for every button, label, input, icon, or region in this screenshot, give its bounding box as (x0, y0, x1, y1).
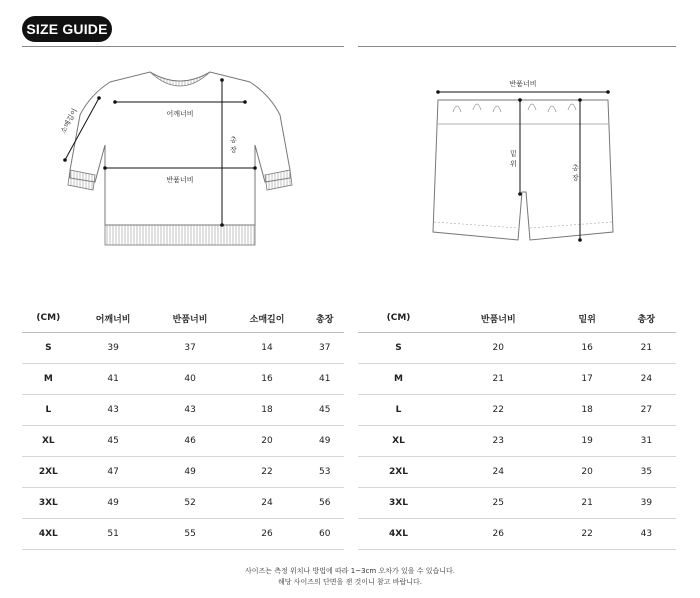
cell: 45 (319, 405, 331, 415)
size-label: M (394, 374, 403, 384)
cell: 43 (640, 529, 653, 539)
cell: 26 (261, 529, 273, 539)
cell: 19 (581, 436, 593, 446)
cell: 22 (492, 405, 504, 415)
table-row (22, 426, 344, 457)
cell: 20 (261, 436, 273, 446)
cell: 25 (492, 498, 504, 508)
cell: 26 (492, 529, 504, 539)
size-label: 3XL (389, 498, 408, 508)
table-row (358, 364, 676, 395)
size-guide-badge: SIZE GUIDE (22, 16, 112, 42)
table-row (22, 395, 344, 426)
cell: 18 (581, 405, 593, 415)
cell: 23 (492, 436, 504, 446)
table-header-row (22, 304, 344, 333)
table-row (358, 519, 676, 550)
top-length-label-2: 장 (230, 146, 237, 154)
cell: 35 (640, 467, 653, 477)
cell: 60 (319, 529, 331, 539)
table-header-row (358, 304, 676, 333)
cell: 55 (184, 529, 196, 539)
size-label: M (43, 374, 53, 384)
cell: 16 (261, 374, 273, 384)
footnote (0, 566, 700, 588)
size-label: L (395, 405, 402, 415)
cell: 49 (319, 436, 331, 446)
cell: 45 (107, 436, 119, 446)
cell: 22 (581, 529, 593, 539)
top-size-table (22, 304, 344, 550)
cell: 43 (184, 405, 196, 415)
unit-label: (CM) (386, 313, 411, 323)
cell: 18 (261, 405, 273, 415)
table-row (22, 488, 344, 519)
cell: 51 (107, 529, 119, 539)
table-row (358, 457, 676, 488)
table-row (22, 457, 344, 488)
cell: 52 (184, 498, 196, 508)
cell: 20 (581, 467, 593, 477)
divider-right (358, 46, 676, 47)
table-row (22, 364, 344, 395)
cell: 24 (640, 374, 653, 384)
size-label: 2XL (389, 467, 408, 477)
cell: 47 (107, 467, 119, 477)
top-garment-illustration (55, 60, 305, 255)
bottom-garment-illustration (418, 72, 628, 252)
size-label: XL (41, 436, 55, 446)
column-header: 밑위 (578, 314, 596, 325)
cell: 37 (184, 343, 196, 353)
size-label: 4XL (389, 529, 408, 539)
column-header: 총장 (637, 314, 656, 325)
cell: 56 (319, 498, 331, 508)
bottom-length-label-2: 장 (572, 174, 579, 182)
cell: 16 (581, 343, 593, 353)
cell: 39 (640, 498, 653, 508)
column-header: 총장 (316, 314, 334, 325)
cell: 27 (640, 405, 653, 415)
cell: 46 (184, 436, 196, 446)
footnote-line-1: 사이즈는 측정 위치나 방법에 따라 1~3cm 오차가 있을 수 있습니다. (245, 567, 455, 575)
cell: 37 (319, 343, 331, 353)
size-label: XL (392, 436, 405, 446)
column-header: 반품너비 (480, 314, 516, 325)
size-label: 4XL (38, 529, 58, 539)
size-label: 2XL (38, 467, 58, 477)
column-header: 어깨너비 (95, 314, 131, 325)
cell: 53 (319, 467, 331, 477)
bottom-rise-label-2: 위 (510, 160, 517, 168)
cell: 40 (184, 374, 196, 384)
table-row (358, 395, 676, 426)
size-label: L (45, 405, 52, 415)
bottom-length-label-1: 총 (572, 164, 579, 172)
table-row (358, 488, 676, 519)
cell: 22 (261, 467, 273, 477)
cell: 41 (107, 374, 119, 384)
cell: 49 (184, 467, 196, 477)
top-length-label-1: 총 (230, 136, 237, 144)
cell: 21 (581, 498, 593, 508)
unit-label: (CM) (36, 313, 61, 323)
column-header: 반품너비 (172, 314, 208, 325)
cell: 31 (640, 436, 653, 446)
table-row (358, 426, 676, 457)
cell: 24 (261, 498, 273, 508)
table-row (358, 333, 676, 364)
column-header: 소매길이 (249, 314, 285, 325)
cell: 49 (107, 498, 119, 508)
top-shoulder-label: 어깨너비 (166, 110, 194, 118)
size-label: S (395, 343, 402, 353)
size-label: S (45, 343, 52, 353)
cell: 39 (107, 343, 119, 353)
footnote-line-2: 해당 사이즈의 단면을 잰 것이니 참고 바랍니다. (277, 578, 423, 586)
cell: 43 (107, 405, 119, 415)
cell: 41 (319, 374, 331, 384)
cell: 17 (581, 374, 593, 384)
cell: 20 (492, 343, 504, 353)
bottom-rise-label-1: 밑 (510, 150, 517, 158)
top-sleeve-label: 소매길이 (59, 107, 80, 135)
table-row (22, 333, 344, 364)
cell: 21 (492, 374, 504, 384)
bottom-size-table (358, 304, 676, 550)
top-chest-label: 반품너비 (166, 176, 194, 184)
cell: 14 (261, 343, 273, 353)
cell: 24 (492, 467, 504, 477)
bottom-waist-label: 반품너비 (509, 80, 537, 88)
table-row (22, 519, 344, 550)
cell: 21 (640, 343, 653, 353)
divider-left (22, 46, 344, 47)
size-label: 3XL (38, 498, 58, 508)
